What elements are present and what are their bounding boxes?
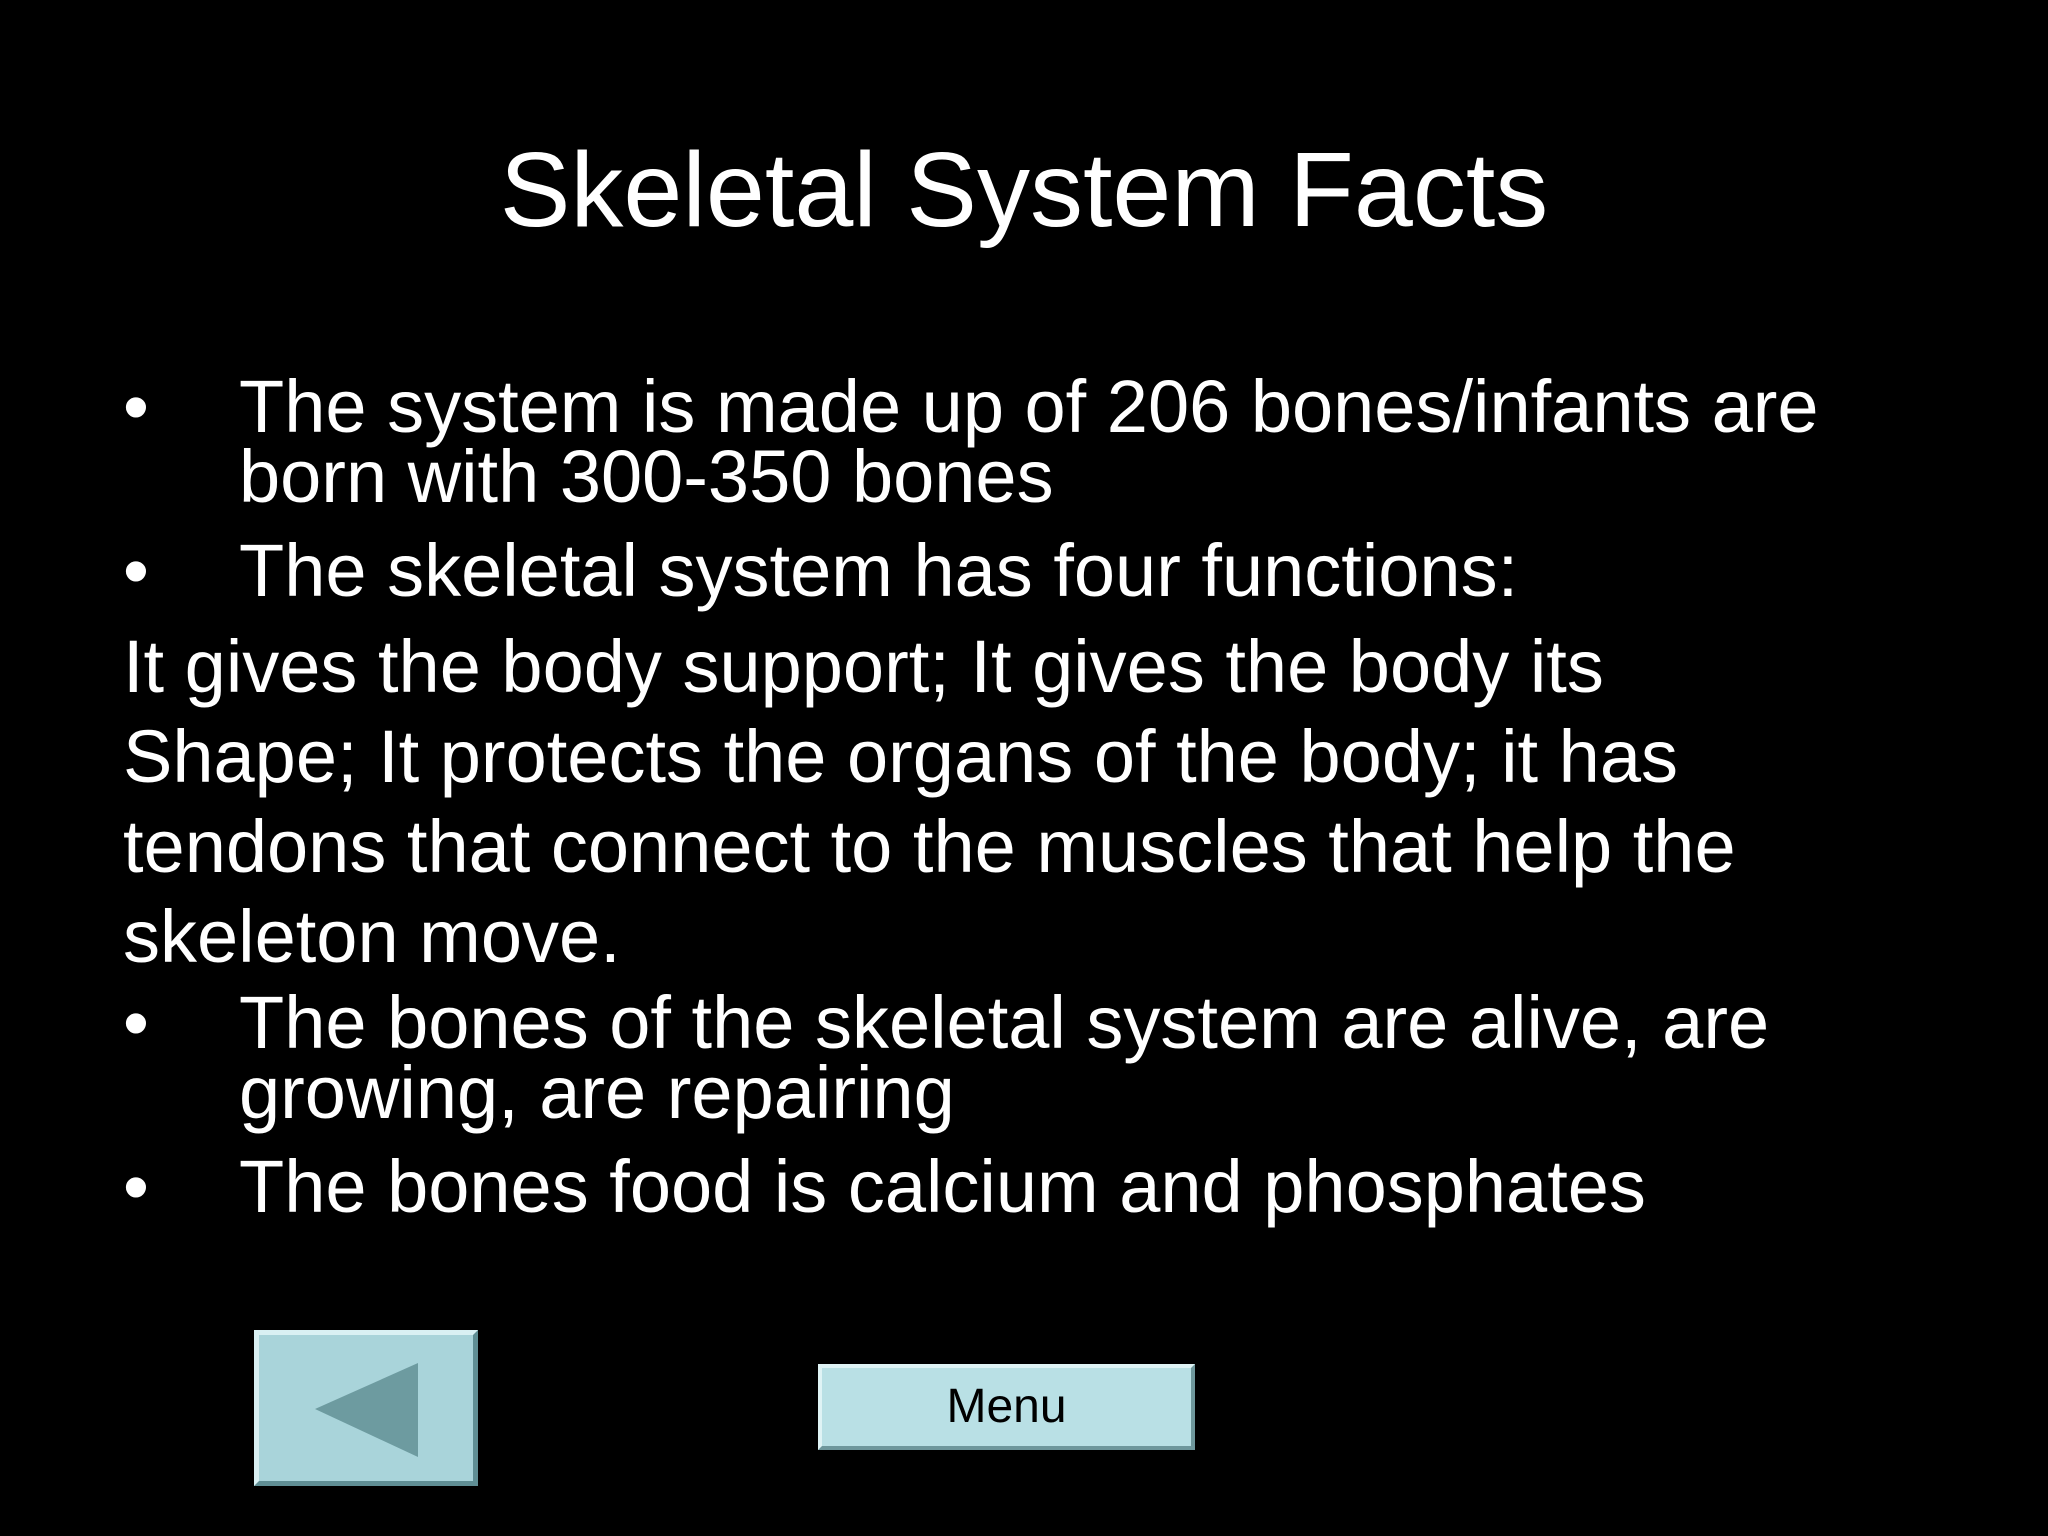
bullet-marker: •	[123, 529, 149, 612]
functions-line: tendons that connect to the muscles that help the	[123, 805, 1736, 888]
bullet-marker: •	[123, 365, 149, 448]
back-button[interactable]	[254, 1330, 478, 1486]
back-arrow-icon	[259, 1335, 473, 1481]
bullet-item	[123, 981, 1983, 1134]
bullet-text: The bones food is calcium and phosphates	[239, 1145, 1646, 1228]
bullet-text: The skeletal system has four functions:	[239, 529, 1519, 612]
functions-line: Shape; It protects the organs of the body; it has	[123, 715, 1678, 798]
bullet-item	[123, 529, 1983, 612]
bullet-item	[123, 1145, 1983, 1228]
functions-line: It gives the body support; It gives the body its	[123, 625, 1604, 708]
bullet-text: The bones of the skeletal system are alive, are growing, are repairing	[239, 981, 1770, 1134]
bullet-marker: •	[123, 981, 149, 1064]
functions-line: skeleton move.	[123, 895, 621, 978]
slide-title: Skeletal System Facts	[499, 131, 1549, 249]
bullet-item	[123, 365, 1983, 518]
bullet-text: The system is made up of 206 bones/infants are born with 300-350 bones	[239, 365, 1819, 518]
bullet-marker: •	[123, 1145, 149, 1228]
menu-button[interactable]: Menu	[818, 1364, 1195, 1450]
